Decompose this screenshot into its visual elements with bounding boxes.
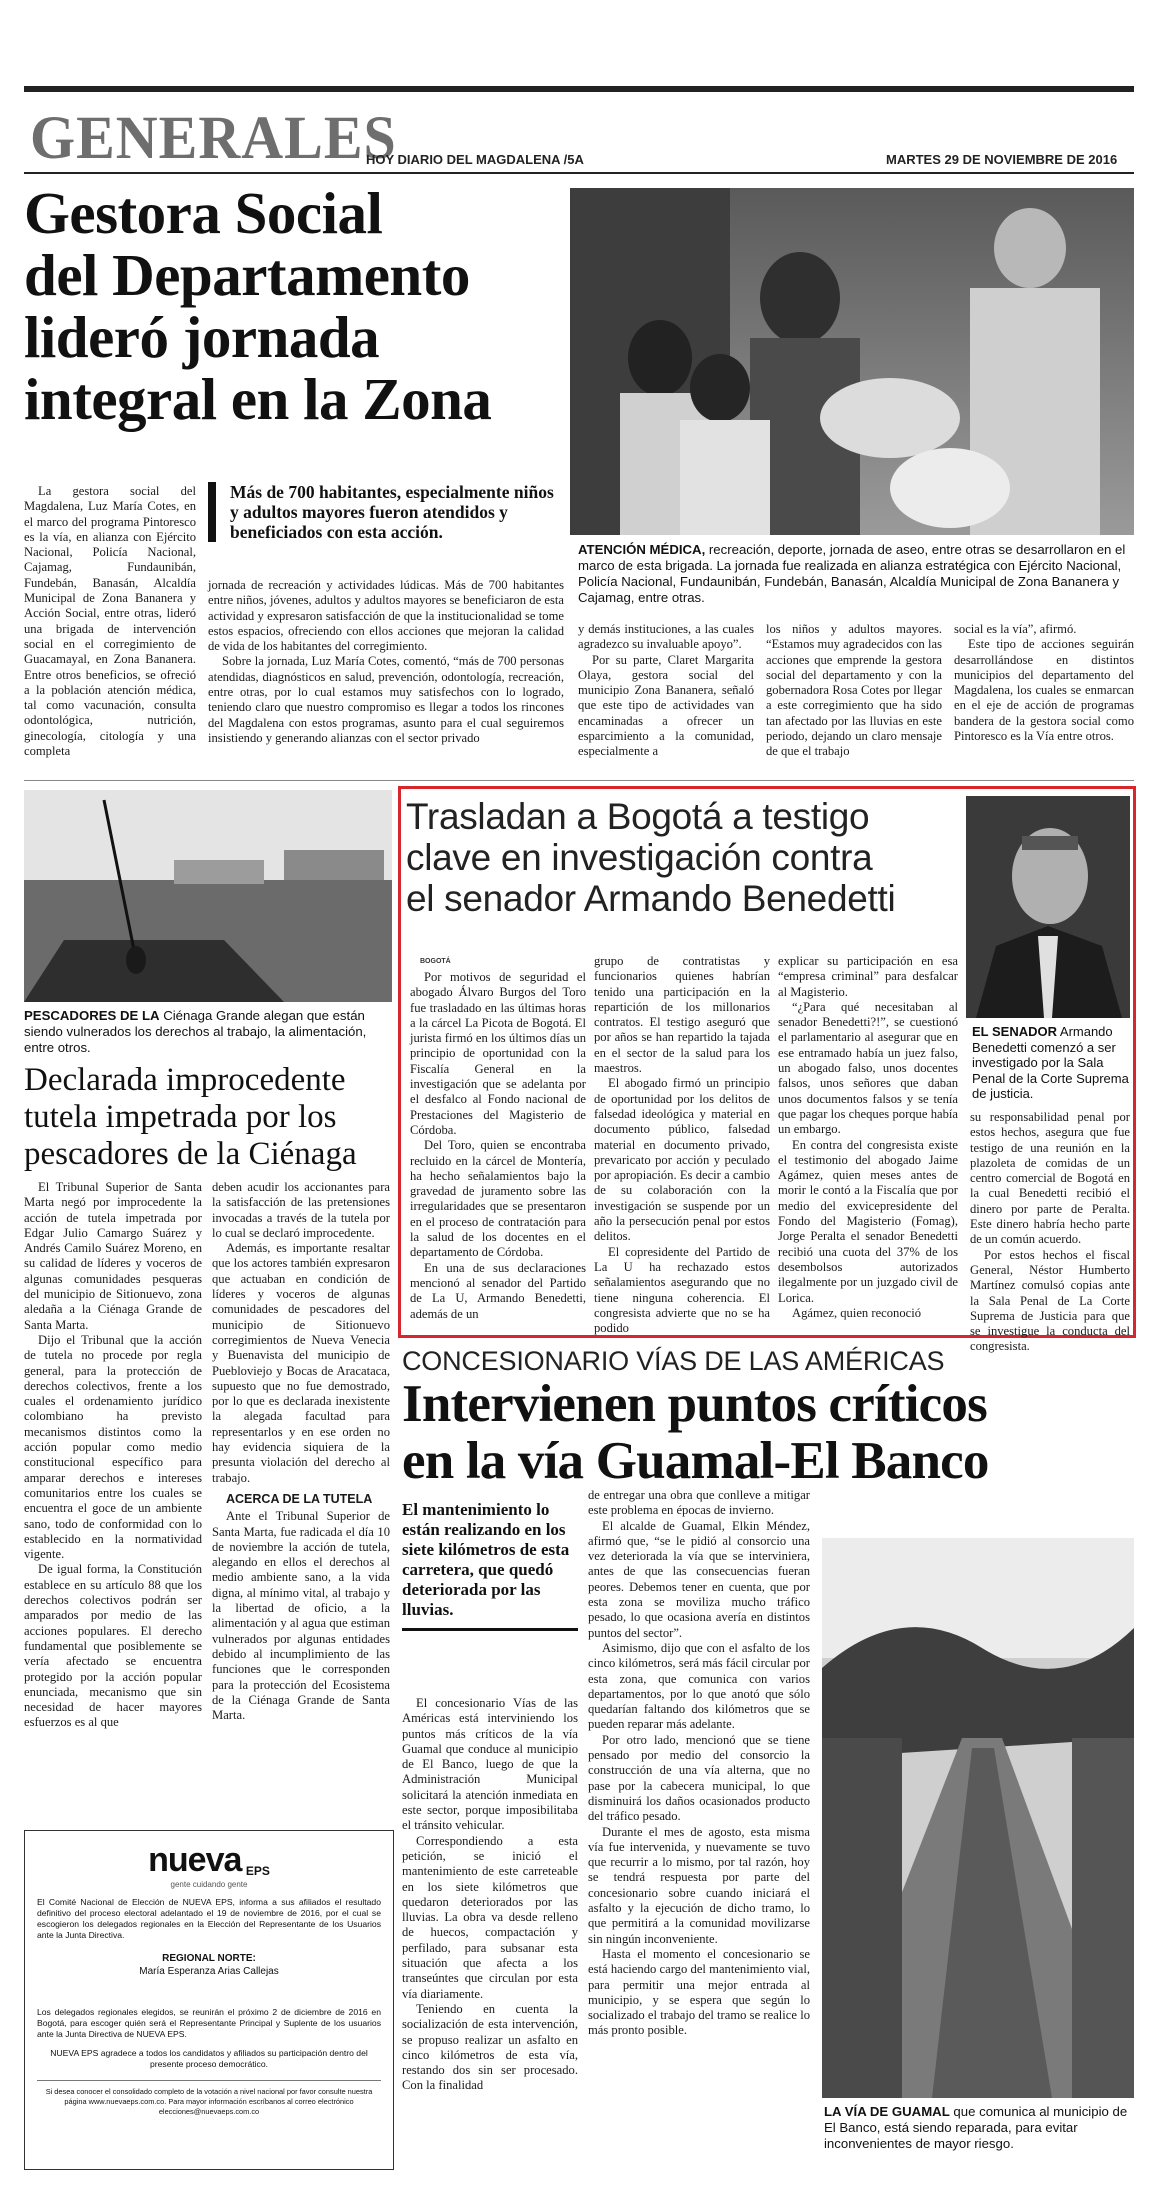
headline-line: Trasladan a Bogotá a testigo — [406, 796, 870, 837]
paper-name: HOY DIARIO DEL MAGDALENA /5A — [366, 152, 584, 167]
headline-line: el senador Armando Benedetti — [406, 878, 896, 919]
story3-col1: Por motivos de seguridad el abogado Álvaro Burgos del Toro fue trasladado en las últimas horas a la cárcel La Picota de Bogotá. El jurista firmó en los últimos días un principio de oportunidad con la Fiscalía General en la investigación que se adelanta por el desfalco al Fondo nacional de Prestaciones del Magisterio de Córdoba. Del Toro, quien se encontraba recluido en la cárcel de Montería, ha hecho señalamientos bajo la gravedad de juramento sobre las irregularidades que se presentaron en el proceso de contratación para la salud de los docentes en el departamento de Córdoba. En una de sus declaraciones mencionó al senador del Partido de La U, Armando Benedetti, además de un — [410, 970, 586, 1321]
photo-illustration — [966, 796, 1130, 1018]
issue-date: MARTES 29 DE NOVIEMBRE DE 2016 — [886, 152, 1118, 167]
story3-col4: su responsabilidad penal por estos hechos, asegura que fue testigo de una reunión en la plazoleta de comidas de un centro comercial de Bogotá en la cual Benedetti recibió el dinero por parte de Peralta. Este dinero habría hecho parte de un común acuerdo. Por estos hechos el fiscal General, Néstor Humberto Martínez comulsó copias ante la Sala Penal de La Corte Suprema de Justicia para que se investigue la conducta del congresista. — [970, 1110, 1130, 1354]
story2-col2: deben acudir los accionantes para la satisfacción de las pretensiones invocadas a través de la tutela por lo cual se declaró improcedente. Además, es importante resaltar que los actores también expresaron que actuaban en condición de líderes y voceros de algunas comunidades de pescadores del municipio de Sitionuevo corregimientos de Nueva Venecia y Buenavista del municipio de Puebloviejo y Bocas de Aracataca, supuesto que no fue demostrado, por lo que es declarada inexistente la alegada facultad para representarlos y en ese orden no hay evidencia siquiera de la presunta violación del derecho al trabajo. ACERCA DE LA TUTELA Ante el Tribunal Superior de Santa Marta, fue radicada el día 10 de noviembre la acción de tutela, alegando en ellos el derechos al medio ambiente sano, a la vida digna, al mínimo vital, al trabajo y la libertad de oficio, a la alimentación y al agua que estiman vulnerados por algunas entidades debido al incumplimiento de las funciones que le corresponden para la protección del Ecosistema de la Ciénaga Grande de Santa Marta. — [212, 1180, 390, 1723]
nueva-eps-ad — [24, 1830, 394, 2170]
ad-name: María Esperanza Arias Callejas — [139, 1966, 279, 1977]
story3-col2: grupo de contratistas y funcionarios quienes habrían tenido una participación en la repartición de los millonarios contratos. El testigo aseguró que por años se han repartido la tajada en el sector de la salud para los maestros. El abogado firmó un principio de oportunidad por los delitos de falsedad ideológica y material en documento público, falsedad material en documento privado, prevaricato por acción y peculado por apropiación. Es decir a cambio de su colaboración con la investigación se suspende por un año la persecución penal por estos delitos. El copresidente del Partido de La U ha rechazado estos señalamientos asegurando que no tiene ninguna coherencia. El congresista advierte que no se ha podido — [594, 954, 770, 1336]
ad-text-1: El Comité Nacional de Elección de NUEVA EPS, informa a sus afiliados el resultado definitivo del proceso electoral adelantado el 19 de noviembre de 2016, por el cual se escogieron los delegados regionales en la Elección del Representante de los Usuarios ante la Junta Directiva. — [37, 1897, 381, 1940]
masthead-rule — [24, 172, 1134, 174]
headline-line: integral en la Zona — [24, 366, 492, 432]
ad-text-3: NUEVA EPS agradece a todos los candidatos y afiliados su participación dentro del presente proceso democrático. — [50, 2048, 368, 2069]
story2-caption: PESCADORES DE LA Ciénaga Grande alegan que están siendo vulnerados los derechos al trabajo, la alimentación, entre otros. — [24, 1008, 367, 1055]
headline-line: Gestora Social — [24, 180, 383, 246]
section-title: GENERALES — [30, 103, 397, 172]
ad-region: REGIONAL NORTE: — [162, 1953, 256, 1964]
story2-photo — [24, 790, 392, 1002]
story4-col2: de entregar una obra que conlleve a mitigar este problema en épocas de invierno. El alcalde de Guamal, Elkin Méndez, afirmó que, “se le pidió al consorcio una vez deteriorada la vía que se interviniera, antes de que las consecuencias fueran peores. Debemos tener en cuenta, que por esta zona se moviliza mucho tráfico pesado, lo que ocasiona avería en distintos puntos del sector”. Asimismo, dijo que con el asfalto de los cinco kilómetros, será más fácil circular por esta zona, que comunica con varios departamentos, por lo que anotó que sólo quedarían faltando dos kilómetros que se pueden reparar más adelante. Por otro lado, mencionó que se tiene pensado por medio del consorcio la construcción de una vía alterna, que no pase por la cabecera municipal, lo que disminuirá los daños ocasionados producto del tráfico pesado. Durante el mes de agosto, esta misma vía fue intervenida, y nuevamente se tuvo que recurrir a lo mismo, por tal razón, hoy se tendrá respuesta por parte del concesionario sobre cuando iniciará el asfalto y la ejecución de dicho tramo, lo que permitirá a la comunidad movilizarse sin ningún inconveniente. Hasta el momento el concesionario se está haciendo cargo del mantenimiento vial, para permitir una mejor entrada al municipio, y se espera que según lo socializado el trabajo del tramo se realice lo más pronto posible. — [588, 1488, 810, 2038]
ad-logo: nueva $_{EPS}$ gente cuidando gente — [148, 1841, 270, 1889]
story4-deck: El mantenimiento lo están realizando en los siete kilómetros de esta carretera, que quedó deteriorada por las lluvias. — [402, 1500, 578, 1631]
headline-line: clave en investigación contra — [406, 837, 873, 878]
story1-col2: jornada de recreación y actividades lúdicas. Más de 700 habitantes entre niños, jóvenes, adultos y adultos mayores se beneficiaron de esta actividad y expresaron satisfacción de que la institucionalidad se tome estos espacios, ofreciendo con ellos acciones que mejoran la calidad de vida de los habitantes del corregimiento. Sobre la jornada, Luz María Cotes, comentó, “más de 700 personas atendidas, diagnósticos en salud, prevención, odontología, recreación, entre otras, por lo cual estamos muy satisfechos con lo logrado, teniendo claro que nuestro compromiso es llegar a todos los rincones del Magdalena con estos programas, asunto para el cual seguiremos insistiendo y generando alianzas con el sector privado — [208, 578, 564, 745]
photo-illustration — [570, 188, 1134, 535]
headline-line: del Departamento — [24, 242, 470, 308]
story1-photo — [570, 188, 1134, 535]
story3-headline — [406, 796, 966, 919]
story4-col1: El concesionario Vías de las Américas está interviniendo los puntos más críticos de la vía Guamal que conduce al municipio de El Banco, luego de que la Administración Municipal solicitará la atención inmediata en este sector, porque imposibilitaba el tránsito vehicular. Correspondiendo a esta petición, se inició el mantenimiento de este carreteable en los siete kilómetros que quedaron deteriorados por las lluvias. La obra va desde relleno de huecos, compactación y perfilado, para subsanar esta situación que afecta a los transeúntes que circulan por esta vía diariamente. Teniendo en cuenta la socialización de esta intervención, se propuso realizar un asfalto en cinco kilómetros de esta vía, restando dos sin ser procesado. Con la finalidad — [402, 1696, 578, 2093]
story1-col1: La gestora social del Magdalena, Luz María Cotes, en el marco del programa Pintoresco es la vía, en alianza con Ejército Nacional, Policía Nacional, Cajamag, Fundaunibán, Fundebán, Banasán, Alcaldía Municipal de Zona Bananera y Acción Social, entre otras, lideró una brigada de intervención social en el corregimiento de Guacamayal, en Zona Bananera. Entre otros beneficios, se ofreció a la población atención médica, tal como vacunación, consulta odontológica, nutrición, ginecología, citología y una completa — [24, 484, 196, 759]
story2-col1: El Tribunal Superior de Santa Marta negó por improcedente la acción de tutela impetrada por Edgar Julio Camargo Suárez y Andrés Camilo Suárez Moreno, en su calidad de líderes y voceros de algunas comunidades pesqueras del municipio de Sitionuevo, zona aledaña a la Ciénaga Grande de Santa Marta. Dijo el Tribunal que la acción de tutela no procede por regla general, para la protección de derechos colectivos, frente a los cuales el ordenamiento jurídico colombiano ha previsto mecanismos distintos como la acción popular como medio constitucional específico para amparar derechos e intereses comunitarios entre los cuales se encuentra el goce de un ambiente sano, todo de conformidad con lo establecido en la normatividad vigente. De igual forma, la Constitución establece en su artículo 88 que los derechos colectivos podrán ser amparados por medio de las acciones populares. El derecho fundamental que posiblemente se vería afectado se encuentra protegido por la acción popular enunciada, mecanismo que sin necesidad de hacer mayores esfuerzos es al que — [24, 1180, 202, 1730]
story4-caption: LA VÍA DE GUAMAL que comunica al municipio de El Banco, está siendo reparada, para evitar inconvenientes de mayor riesgo. — [824, 2104, 1128, 2151]
story2-headline — [24, 1062, 392, 1173]
story1-col3: y demás instituciones, a las cuales agradezco su invaluable apoyo”. Por su parte, Claret Margarita Olaya, gestora social del municipio Zona Bananera, señaló que este tipo de actividades van encaminadas a ofrecer un esparcimiento a la comunidad, especialmente a — [578, 622, 754, 759]
ad-text-4: Si desea conocer el consolidado completo de la votación a nivel nacional por favor consulte nuestra página www.nuevaeps.com.co. Para mayor información escríbanos al correo electrónico elecciones@nuevaeps.com.co — [37, 2080, 381, 2117]
ad-text-2: Los delegados regionales elegidos, se reunirán el próximo 2 de diciembre de 2016 en Bogotá, para escoger quién será el Representante Principal y Suplente de los usuarios ante la Junta Directiva de NUEVA EPS. — [37, 2007, 381, 2039]
story1-pullquote: Más de 700 habitantes, especialmente niños y adultos mayores fueron atendidos y beneficiados con esta acción. — [208, 482, 564, 542]
headline-line: tutela impetrada por los — [24, 1099, 337, 1135]
story4-photo — [822, 1538, 1134, 2098]
story3-col3: explicar su participación en esa “empresa criminal” para desfalcar al Magisterio. “¿Para qué necesitaban al senador Benedetti?!”, se cuestionó el parlamentario al asegurar que en ese entramado había un juez falso, un abogado falso, unos docentes falsos, unos señores que daban unos documentos falsos y se tenía que pagar los cheques porque había un embargo. En contra del congresista existe el testimonio del abogado Jaime Agámez, quien meses antes de morir le contó a la Fiscalía que por medio del exvicepresidente del Fondo del Magisterio (Fomag), Jorge Peralta el senador Benedetti recibió una cuota del 37% de los desembolsos autorizados ilegalmente por un juzgado civil de Lorica. Agámez, quien reconoció — [778, 954, 958, 1320]
headline-line: lideró jornada — [24, 304, 380, 370]
section-divider — [24, 780, 1134, 781]
story2-subhead: ACERCA DE LA TUTELA — [226, 1491, 373, 1506]
story4-kicker: CONCESIONARIO VÍAS DE LAS AMÉRICAS — [402, 1346, 945, 1376]
story1-headline — [24, 182, 564, 430]
story1-caption: ATENCIÓN MÉDICA, recreación, deporte, jornada de aseo, entre otras se desarrollaron en el marco de esta brigada. La jornada fue realizada en alianza estratégica con Ejército Nacional, Policía Nacional, Fundaunibán, Fundebán, Banasán, Alcaldía Municipal de Zona Bananera y Cajamag, entre otras. — [578, 542, 1126, 605]
story1-col5: social es la vía”, afirmó. Este tipo de acciones seguirán desarrollándose en distintos municipios del departamento del Magdalena, los cuales se enmarcan en el eje de acción de programas bandera de la gestora social como Pintoresco es la Vía entre otros. — [954, 622, 1134, 744]
headline-line: pescadores de la Ciénaga — [24, 1136, 357, 1172]
headline-line: Declarada improcedente — [24, 1062, 346, 1098]
story4-headline — [402, 1376, 1136, 1490]
photo-illustration — [822, 1538, 1134, 2098]
top-rule — [24, 86, 1134, 92]
story3-caption: EL SENADOR Armando Benedetti comenzó a ser investigado por la Sala Penal de la Corte Suprema de justicia. — [972, 1024, 1129, 1101]
headline-line: Intervienen puntos críticos — [402, 1375, 987, 1433]
headline-line: en la vía Guamal-El Banco — [402, 1432, 989, 1490]
story1-col4: los niños y adultos mayores. “Estamos muy agradecidos con las acciones que emprende la gestora social del departamento y con la gobernadora Rosa Cotes por llegar a este corregimiento que ha sido tan afectado por las lluvias en este periodo, dejando un claro mensaje de que el trabajo — [766, 622, 942, 759]
photo-illustration — [24, 790, 392, 1002]
story3-dateline: BOGOTÁ — [420, 958, 451, 965]
story3-photo — [966, 796, 1130, 1018]
